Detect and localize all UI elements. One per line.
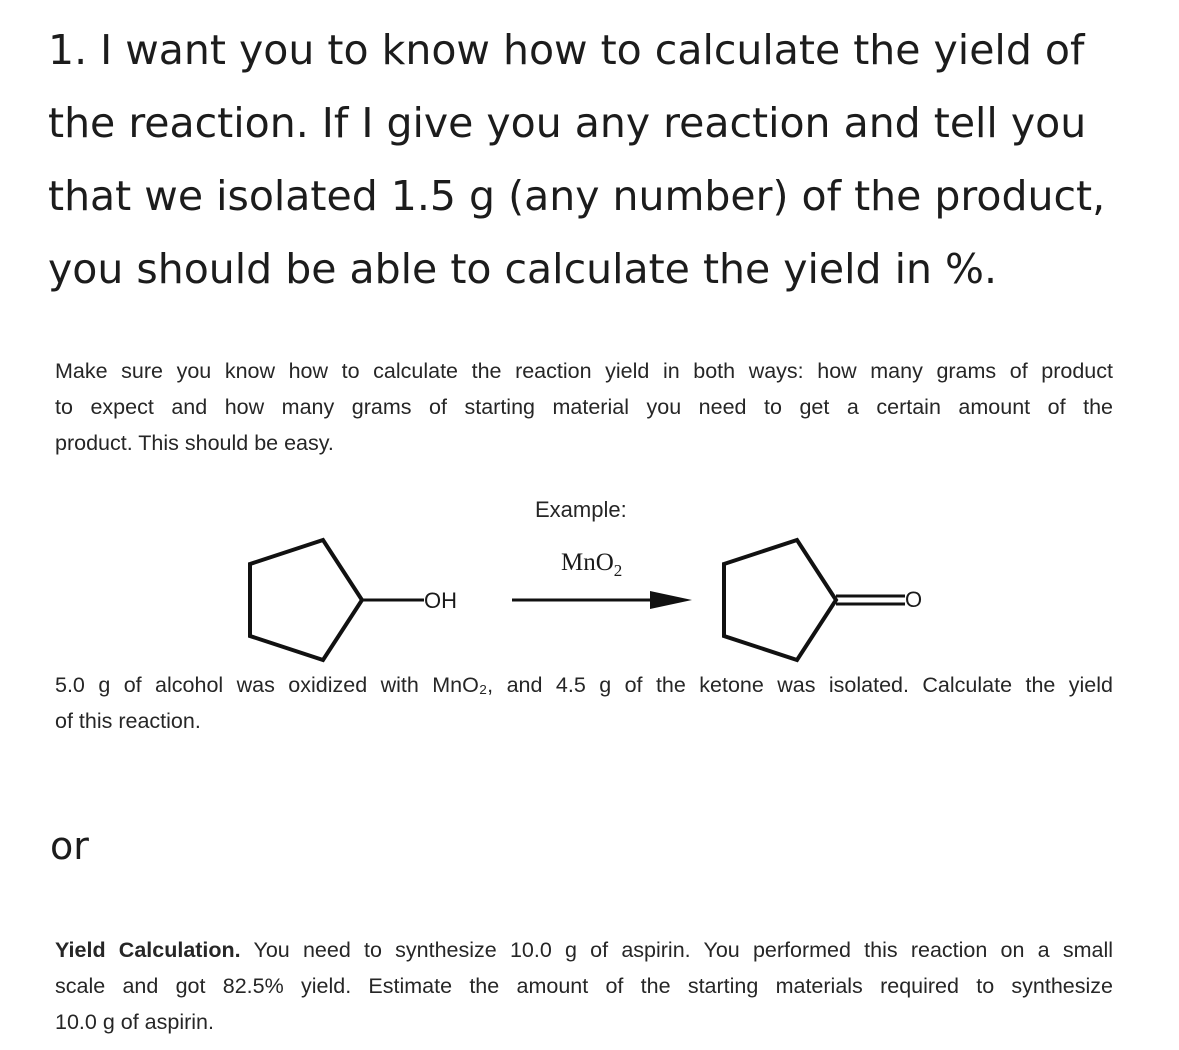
intro-line: Make sure you know how to calculate the reaction yield in both ways: how many grams of product: [55, 359, 1113, 383]
intro-line: to expect and how many grams of starting material you need to get a certain amount of the: [55, 395, 1113, 419]
cyclopentane-ring-product: [724, 540, 836, 660]
heading-line: 1. I want you to know how to calculate the yield of: [48, 26, 1085, 74]
problem-2-paragraph: [55, 932, 1113, 1040]
intro-line: product. This should be easy.: [55, 431, 334, 455]
example-label: Example:: [535, 497, 627, 522]
problem-2-title: Yield Calculation.: [55, 938, 241, 962]
problem-1-line: 5.0 g of alcohol was oxidized with MnO₂, and 4.5 g of the ketone was isolated. Calculate the yield: [55, 673, 1113, 697]
reagent-subscript: 2: [613, 561, 623, 580]
problem-1-paragraph: [55, 667, 1113, 739]
reagent-formula: MnO: [561, 549, 614, 576]
carbonyl-oxygen-label: O: [905, 587, 923, 612]
problem-2-line: [55, 932, 1113, 968]
or-separator: or: [50, 824, 89, 868]
problem-2-text: You need to synthesize 10.0 g of aspirin. You performed this reaction on a small: [240, 938, 1114, 962]
reaction-arrow-head: [650, 591, 692, 609]
hydroxyl-label: OH: [424, 588, 457, 613]
problem-2-line: 10.0 g of aspirin.: [55, 1010, 214, 1034]
heading-line: that we isolated 1.5 g (any number) of the product,: [48, 172, 1106, 220]
heading-line: you should be able to calculate the yield in %.: [48, 245, 997, 293]
problem-2-line: scale and got 82.5% yield. Estimate the amount of the starting materials required to synthesize: [55, 974, 1113, 998]
cyclopentane-ring-reactant: [250, 540, 362, 660]
problem-1-line: of this reaction.: [55, 709, 201, 733]
heading-line: the reaction. If I give you any reaction and tell you: [48, 99, 1087, 147]
